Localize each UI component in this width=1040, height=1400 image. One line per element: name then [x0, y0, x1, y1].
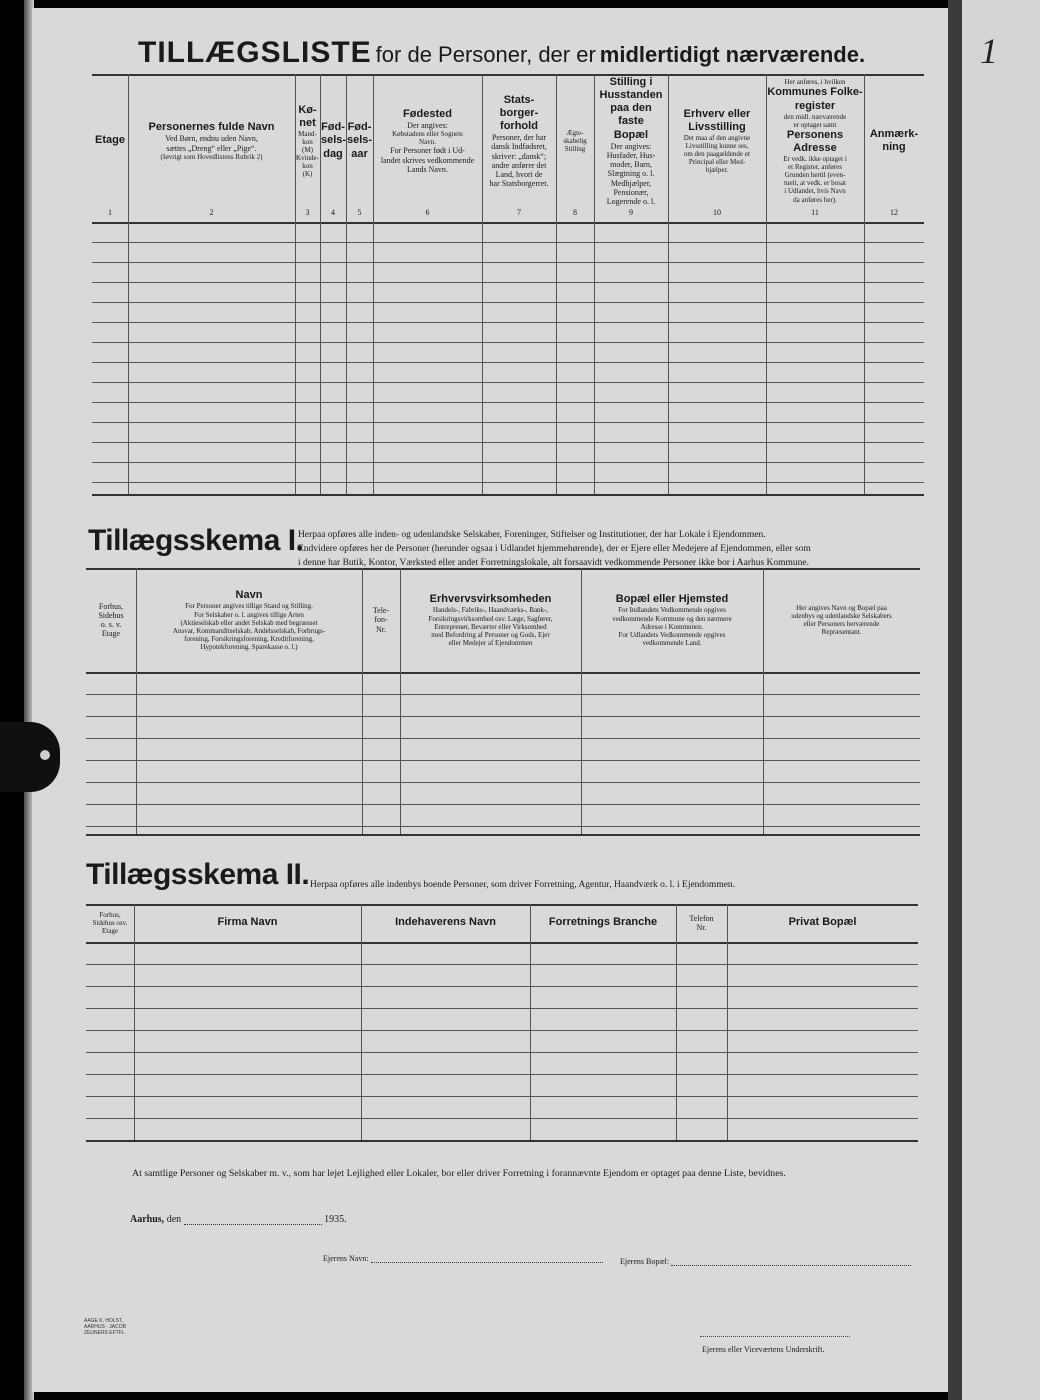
- main-header-text: den midl. nærværende: [783, 112, 847, 121]
- main-header-text: Land, hvori de: [495, 169, 543, 179]
- main-header-12: [865, 78, 923, 204]
- main-header-6: [374, 78, 481, 204]
- title-main: TILLÆGSLISTE: [138, 36, 372, 69]
- main-header-text: dag: [323, 147, 343, 160]
- main-column-number: 12: [890, 208, 898, 217]
- den-label: den: [166, 1214, 182, 1225]
- skema1-header-text: Handels-, Fabriks-, Haandværks-, Bank-,: [432, 606, 549, 615]
- skema1-header-6: [764, 572, 919, 668]
- skema1-bottom-rule: [86, 834, 920, 836]
- skema1-header-text: fon-: [374, 615, 388, 625]
- skema2-header-text: Firma Navn: [217, 916, 278, 929]
- skema1-header-text: Hypotekforening, Sparekasse o. l.): [200, 642, 298, 651]
- binder-clip: [0, 722, 60, 792]
- skema1-header-text: For Personer angives tillige Stand og Stilling.: [185, 602, 313, 611]
- main-header-text: Er vedk. ikke optaget i: [783, 155, 847, 164]
- skema1-header-text: udenbys og udenlandske Selskabers: [791, 611, 892, 620]
- main-header-text: sels-: [321, 134, 347, 147]
- skema1-row-line: [86, 804, 920, 805]
- main-column-number: 5: [357, 208, 362, 217]
- main-table-bottom-rule: [92, 494, 924, 496]
- page-gutter: [948, 0, 962, 1400]
- main-header-text: Stats-: [503, 93, 535, 106]
- owner-address-field[interactable]: [671, 1265, 911, 1266]
- main-header-text: da anføres her).: [793, 195, 837, 204]
- main-header-text: Kø-: [298, 103, 317, 116]
- skema1-row-line: [86, 826, 920, 827]
- skema1-header-text: forening, Forsikringsforening, Kreditforening,: [184, 634, 314, 643]
- main-header-text: i Udlandet, hvis Navn: [784, 187, 846, 196]
- skema2-row-line: [86, 1096, 918, 1097]
- skema2-row-line: [86, 964, 918, 965]
- skema2-row-line: [86, 1030, 918, 1031]
- main-header-text: kon: [302, 138, 313, 147]
- skema1-header-text: (Aktieselskab eller andet Selskab med begrænset: [180, 618, 318, 627]
- main-header-text: Der angives:: [610, 141, 652, 151]
- main-header-8: [557, 78, 593, 204]
- main-column-number: 8: [573, 208, 577, 217]
- main-header-text: Slægtning o. l.: [607, 169, 655, 179]
- main-header-text: forhold: [500, 120, 538, 133]
- city-label: Aarhus,: [130, 1214, 165, 1225]
- main-header-10: [669, 78, 765, 204]
- main-header-text: skriver: „dansk“;: [491, 151, 547, 161]
- main-header-text: et Register, anføres: [788, 163, 842, 172]
- main-header-text: sættes „Dreng“ eller „Pige“.: [166, 143, 257, 153]
- skema1-header-text: Erhvervsvirksomheden: [429, 593, 552, 606]
- main-header-11: [767, 78, 863, 204]
- main-header-text: Personens Adresse: [786, 128, 844, 155]
- skema2-row-line: [86, 1052, 918, 1053]
- skema1-header-text: Forhus,: [98, 601, 124, 611]
- main-header-text: Etage: [95, 134, 125, 147]
- skema2-header-text: Forretnings Branche: [548, 916, 658, 929]
- main-header-4: [321, 78, 345, 204]
- skema2-title: Tillægsskema II.: [86, 858, 310, 891]
- skema1-header-text: Entreprenør, Beværter eller Virksomhed: [434, 622, 547, 631]
- main-column-number: 2: [209, 208, 214, 217]
- main-header-text: Medhjælper,: [610, 178, 652, 188]
- signature-field[interactable]: [700, 1336, 850, 1337]
- skema1-header-text: For Indlandets Vedkommende opgives: [618, 606, 726, 615]
- skema1-header-text: vedkommende Kommune og den nærmere: [612, 614, 732, 623]
- main-header-text: Her anføres, i hvilken: [784, 78, 846, 87]
- main-header-text: er optaget samt: [793, 120, 837, 129]
- main-header-text: Kvinde-: [296, 154, 319, 163]
- skema2-header-text: Nr.: [696, 923, 707, 932]
- main-header-text: Anmærk-: [869, 127, 919, 140]
- skema1-header-rule: [86, 672, 920, 674]
- owner-name-line: [323, 1254, 603, 1263]
- main-header-text: Det maa af den angivne: [683, 134, 751, 143]
- skema1-header-2: [137, 572, 361, 668]
- main-header-text: Ved Børn, endnu uden Navn,: [165, 134, 258, 144]
- skema2-bottom-rule: [86, 1140, 918, 1142]
- adjacent-page: [962, 0, 1040, 1400]
- skema2-header-5: [677, 906, 726, 940]
- skema1-header-text: vedkommende Land.: [642, 638, 702, 647]
- main-header-9: [595, 75, 667, 206]
- main-header-text: (M): [302, 146, 313, 155]
- owner-address-label: Ejerens Bopæl:: [620, 1257, 670, 1266]
- skema1-header-text: eller Personers herværende: [803, 620, 880, 628]
- main-column-number: 10: [713, 208, 721, 217]
- main-table-row-line: [92, 322, 924, 323]
- main-header-text: Der angives:: [407, 121, 448, 131]
- main-header-1: [93, 78, 127, 204]
- date-field[interactable]: [184, 1224, 322, 1225]
- main-header-text: register: [794, 99, 836, 112]
- title-bold-part: midlertidigt nærværende.: [599, 42, 866, 67]
- main-header-text: Grunden hertil (even-: [784, 171, 846, 180]
- skema1-header-text: Etage: [101, 629, 121, 639]
- main-header-text: Stilling i: [609, 75, 653, 88]
- skema1-header-1: [87, 572, 135, 668]
- main-table-row-line: [92, 342, 924, 343]
- main-header-text: dansk Indfødsret,: [491, 142, 547, 152]
- main-header-text: Bopæl: [613, 128, 649, 141]
- signature-label: Ejerens eller Viceværtens Underskrift.: [702, 1345, 825, 1354]
- skema1-row-line: [86, 694, 920, 695]
- main-header-text: Købstadens eller Sognets: [392, 130, 463, 139]
- printer-mark: AAGE K. HOLST, AARHUS · JACOB ZEUNERS EFTFL: [84, 1318, 126, 1336]
- main-table-row-line: [92, 362, 924, 363]
- main-header-text: Livsstilling: [688, 120, 746, 133]
- main-header-text: Ægte-: [566, 128, 584, 137]
- main-header-7: [483, 78, 555, 204]
- skema2-row-line: [86, 986, 918, 987]
- main-header-text: Pensionær,: [613, 187, 649, 197]
- skema1-desc-line: Herpaa opføres alle inden- og udenlandske Selskaber, Foreninger, Stiftelser og Institutioner, der har Lokale i Ejendommen.: [298, 530, 766, 540]
- main-header-text: Personer, der har: [491, 133, 547, 143]
- main-column-number: 4: [331, 208, 335, 217]
- skema1-header-text: Adresse i Kommunen.: [640, 622, 704, 631]
- main-header-text: Fødested: [403, 107, 452, 120]
- main-column-number: 3: [305, 208, 310, 217]
- skema2-row-line: [86, 1118, 918, 1119]
- skema2-header-text: Telefon: [689, 913, 714, 923]
- skema1-row-line: [86, 738, 920, 739]
- skema2-row-line: [86, 1008, 918, 1009]
- main-header-text: net: [299, 116, 316, 129]
- page-title: [138, 36, 865, 70]
- skema2-header-text: Privat Bopæl: [788, 916, 857, 929]
- main-header-text: aar: [351, 147, 368, 160]
- skema1-header-4: [401, 572, 580, 668]
- skema1-header-text: For Udlandets Vedkommende opgives: [618, 630, 726, 639]
- title-middle: for de Personer, der er: [375, 42, 596, 67]
- skema2-header-rule: [86, 942, 918, 944]
- main-header-text: skabelig: [563, 136, 587, 145]
- skema1-header-text: Nr.: [376, 624, 386, 634]
- skema1-header-text: Tele-: [372, 606, 390, 616]
- main-header-text: tuelt, at vedk. er bosat: [784, 179, 846, 188]
- page-number-mark: 1: [980, 31, 998, 71]
- main-column-number: 9: [629, 208, 633, 217]
- main-table-row-line: [92, 462, 924, 463]
- owner-name-label: Ejerens Navn:: [323, 1254, 369, 1263]
- skema2-header-4: [531, 906, 675, 940]
- main-table-row-line: [92, 402, 924, 403]
- owner-name-field[interactable]: [371, 1262, 603, 1263]
- main-header-text: Husfader, Hus-: [606, 151, 656, 160]
- main-table-row-line: [92, 422, 924, 423]
- year-label: 1935.: [324, 1214, 347, 1225]
- skema1-header-text: Sidehus: [98, 610, 124, 620]
- skema1-description: [298, 529, 811, 570]
- skema1-header-text: Her angives Navn og Bopæl paa: [796, 603, 887, 612]
- main-table-row-line: [92, 262, 924, 263]
- skema2-header-1: [87, 906, 133, 940]
- main-table-row-line: [92, 382, 924, 383]
- main-column-number: 11: [811, 208, 819, 217]
- skema2-header-2: [135, 906, 360, 940]
- main-table-row-line: [92, 442, 924, 443]
- main-column-number: 1: [108, 208, 112, 217]
- main-header-text: Erhverv eller: [683, 107, 751, 120]
- main-header-text: (K): [302, 170, 313, 179]
- main-header-text: landet skrives vedkommende: [380, 155, 475, 165]
- main-header-text: borger-: [499, 106, 539, 119]
- main-header-text: Logerende o. l.: [606, 196, 656, 206]
- skema1-header-text: o. s. v.: [100, 620, 122, 629]
- skema1-header-text: Ansvar, Kommanditselskab, Andelsselskab, Forbrugs-: [172, 626, 326, 635]
- skema1-desc-line: Endvidere opføres her de Personer (herunder ogsaa i Udlandet hjemmehørende), der er Ejere eller Medejere af Ejendommen, eller som: [298, 543, 811, 554]
- main-header-text: Mand-: [298, 130, 317, 139]
- skema1-header-5: [582, 572, 762, 668]
- main-header-text: faste: [618, 115, 644, 128]
- skema2-header-text: Forhus,: [99, 910, 121, 919]
- skema2-header-6: [728, 906, 917, 940]
- skema1-desc-line: i denne har Butik, Kontor, Værksted eller andet Forretningslokale, alt forsaavidt vedkommende Personer ikke bor i Aarhus Kommune.: [298, 557, 810, 568]
- skema1-header-text: For Selskaber o. l. angives tillige Arten: [194, 610, 304, 619]
- main-header-text: hjælper.: [705, 166, 729, 175]
- main-header-text: Husstanden: [599, 89, 663, 102]
- main-header-text: Personernes fulde Navn: [148, 121, 275, 134]
- declaration-text: At samtlige Personer og Selskaber m. v., som har lejet Lejlighed eller Lokaler, bor eller driver Forretning i forannævnte Ejendom er optaget paa denne Liste, bevidnes.: [132, 1168, 786, 1179]
- skema1-header-text: Bopæl eller Hjemsted: [615, 593, 729, 606]
- main-header-text: kon: [302, 162, 313, 171]
- skema2-header-text: Etage: [102, 927, 118, 936]
- main-header-text: Kommunes Folke-: [767, 86, 863, 99]
- main-table-top-rule: [92, 74, 924, 76]
- skema2-header-3: [362, 906, 529, 940]
- main-header-text: andre anfører det: [491, 160, 547, 170]
- main-header-text: Navn.: [419, 138, 436, 147]
- skema2-header-text: Indehaverens Navn: [395, 916, 496, 929]
- main-header-text: (Iøvrigt som Hovedlistens Rubrik 2): [160, 152, 263, 161]
- main-header-text: Stilling: [564, 145, 586, 154]
- main-table-row-line: [92, 282, 924, 283]
- skema1-row-line: [86, 760, 920, 761]
- skema1-row-line: [86, 782, 920, 783]
- main-header-text: har Statsborgerret.: [489, 179, 549, 189]
- skema1-title: Tillægsskema I.: [88, 524, 304, 557]
- main-header-text: Fød-: [321, 121, 345, 134]
- main-header-text: moder, Barn,: [610, 160, 652, 170]
- main-table-row-line: [92, 482, 924, 483]
- owner-address-line: [620, 1257, 911, 1266]
- main-header-text: sels-: [347, 134, 373, 147]
- skema1-header-text: Repræsentant.: [821, 628, 862, 637]
- skema1-row-line: [86, 716, 920, 717]
- main-header-text: Livsstilling kunne ses,: [685, 142, 749, 151]
- main-column-number: 7: [517, 208, 521, 217]
- main-header-3: [296, 78, 319, 204]
- skema1-header-text: med Befordring af Personer og Gods, Ejer: [431, 630, 550, 639]
- date-line: [130, 1214, 347, 1225]
- main-header-text: For Personer født i Ud-: [390, 146, 465, 156]
- main-table-header-rule: [92, 222, 924, 224]
- skema2-header-text: Sidehus osv.: [92, 918, 128, 927]
- main-table-row-line: [92, 242, 924, 243]
- main-header-text: paa den: [610, 102, 652, 115]
- main-header-2: [129, 78, 294, 204]
- main-header-text: Lands Navn.: [407, 164, 448, 174]
- skema1-header-text: Forsikringsvirksomhed osv. Læge, Sagfører,: [428, 614, 553, 623]
- main-header-text: om den paagældende er: [683, 150, 751, 159]
- main-header-text: Principal eller Med-: [688, 158, 746, 167]
- skema1-header-text: Navn: [235, 589, 263, 602]
- main-column-number: 6: [425, 208, 430, 217]
- main-table-row-line: [92, 302, 924, 303]
- skema1-header-text: eller Medejer af Ejendommen: [448, 638, 533, 647]
- main-header-text: Fød-: [347, 121, 372, 134]
- main-header-text: ning: [882, 141, 906, 153]
- skema2-description: Herpaa opføres alle indenbys boende Personer, som driver Forretning, Agentur, Haandværk o. l. i Ejendommen.: [310, 880, 736, 890]
- skema1-header-3: [363, 572, 399, 668]
- skema2-row-line: [86, 1074, 918, 1075]
- main-header-5: [347, 78, 372, 204]
